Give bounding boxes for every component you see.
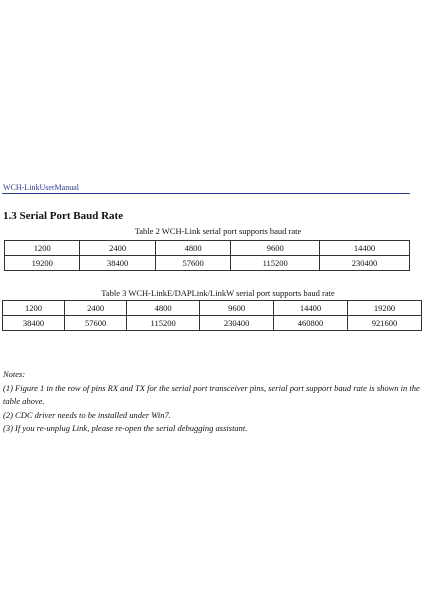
table-cell: 14400 [320,241,410,256]
table-cell: 38400 [3,316,65,331]
table-cell: 230400 [200,316,274,331]
header-divider [2,193,410,194]
table-cell: 57600 [65,316,127,331]
table-cell: 2400 [65,301,127,316]
table-cell: 115200 [231,256,320,271]
table-cell: 460800 [274,316,348,331]
table-cell: 1200 [5,241,80,256]
table-cell: 19200 [348,301,422,316]
table-cell: 19200 [5,256,80,271]
notes-block [3,368,421,436]
notes-title: Notes: [3,369,26,379]
table-cell: 57600 [155,256,230,271]
baud-rate-table-2 [4,240,410,271]
table-cell: 115200 [127,316,200,331]
table-cell: 2400 [80,241,155,256]
table-cell: 38400 [80,256,155,271]
table-row [5,256,410,271]
note-item: (1) Figure 1 in the row of pins RX and TX for the serial port transceiver pins, serial port support baud rate is shown in the table above. [3,382,420,406]
table-cell: 4800 [155,241,230,256]
note-item: (2) CDC driver needs to be installed under Win7. [3,409,171,420]
note-item: (3) If you re-unplug Link, please re-open the serial debugging assistant. [3,423,248,433]
document-title: WCH-LinkUserManual [3,183,79,192]
table-row [5,241,410,256]
baud-rate-table-3 [2,300,422,331]
table-cell: 9600 [231,241,320,256]
table3-caption: Table 3 WCH-LinkE/DAPLink/LinkW serial port supports baud rate [101,288,335,298]
table-cell: 9600 [200,301,274,316]
table-cell: 230400 [320,256,410,271]
table2-caption: Table 2 WCH-Link serial port supports baud rate [134,226,302,236]
table-cell: 1200 [3,301,65,316]
table-row [3,316,422,331]
table-row [3,301,422,316]
table-cell: 921600 [348,316,422,331]
table-cell: 14400 [274,301,348,316]
table-cell: 4800 [127,301,200,316]
section-heading: 1.3 Serial Port Baud Rate [3,210,124,222]
